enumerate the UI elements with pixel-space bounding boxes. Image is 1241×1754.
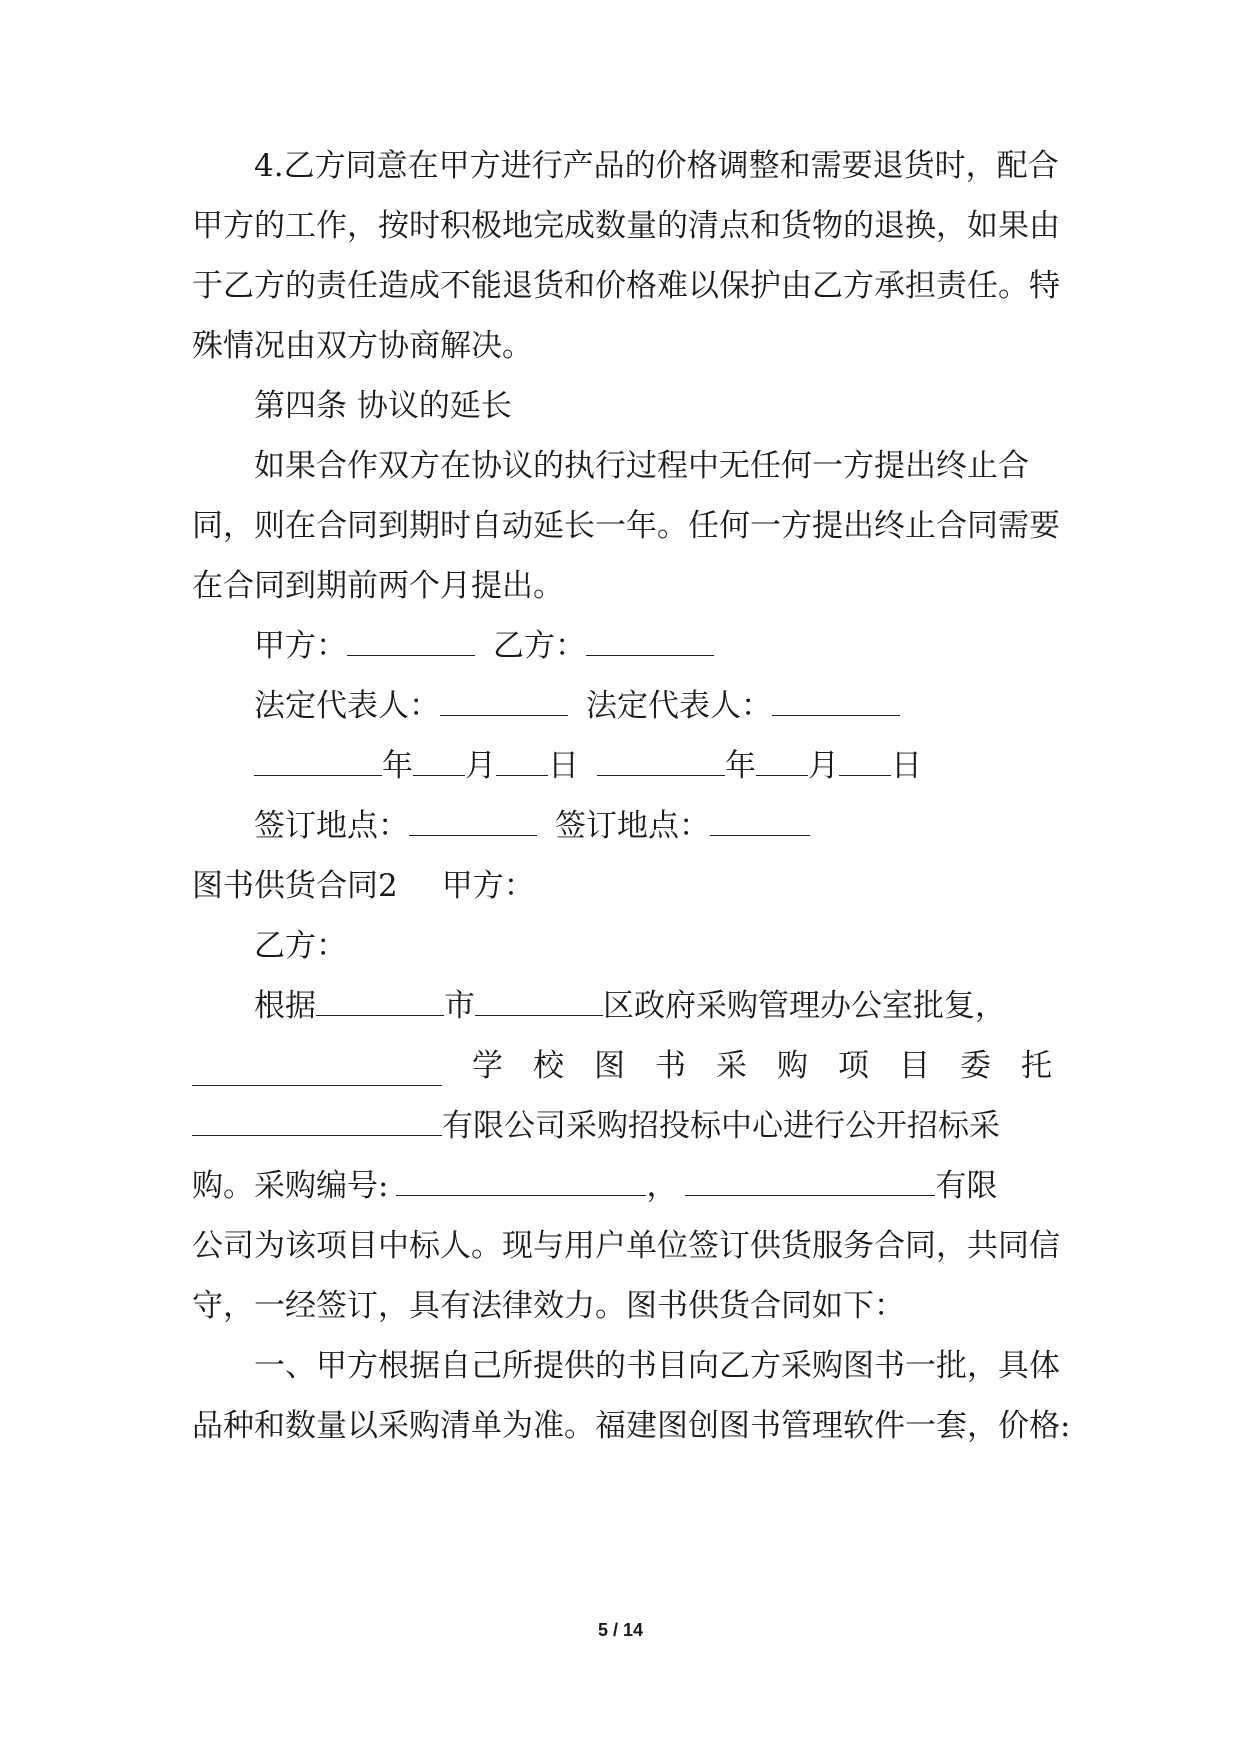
extension-line-2: 同，则在合同到期时自动延长一年。任何一方提出终止合同需要 <box>192 508 1060 544</box>
text-segment: 市 <box>444 988 475 1024</box>
year-a-blank <box>254 747 382 776</box>
text-segment: 购。采购编号: <box>192 1168 389 1204</box>
place-b-blank <box>710 807 810 836</box>
sign-party-a-label: 甲方： <box>254 628 347 664</box>
contract-2-line-7: 一、甲方根据自己所提供的书目向乙方采购图书一批，具体 <box>254 1348 1060 1384</box>
year-b-label: 年 <box>725 748 756 784</box>
month-a-label: 月 <box>465 748 496 784</box>
text-segment: 有限公司采购招投标中心进行公开招标采 <box>442 1108 1000 1144</box>
contract-2-line-1 <box>254 986 1114 1026</box>
l2-char: 图 <box>594 1048 625 1084</box>
day-a-label: 日 <box>548 748 579 784</box>
contract-2-party-b: 乙方： <box>254 928 347 964</box>
l2-char: 学 <box>472 1048 503 1084</box>
party-a-blank <box>347 627 475 656</box>
company-blank <box>192 1107 442 1136</box>
sign-date-line <box>254 746 1114 786</box>
text-segment: ， <box>646 1168 678 1204</box>
month-b-blank <box>756 747 808 776</box>
para-4-line-4: 殊情况由双方协商解决。 <box>192 328 533 364</box>
place-a-label: 签订地点： <box>254 808 409 844</box>
l2-char: 目 <box>899 1048 930 1084</box>
contract-2-line-6: 守，一经签订，具有法律效力。图书供货合同如下： <box>192 1288 905 1324</box>
sign-party-line <box>254 626 1114 666</box>
l2-char: 采 <box>716 1048 747 1084</box>
contract-2-title-line <box>192 866 1052 906</box>
article-4-heading: 第四条 协议的延长 <box>254 388 512 424</box>
l2-char: 项 <box>838 1048 869 1084</box>
sign-place-line <box>254 806 1114 846</box>
month-a-blank <box>413 747 465 776</box>
month-b-label: 月 <box>808 748 839 784</box>
contract-2-party-a: 甲方： <box>441 868 535 904</box>
year-a-label: 年 <box>382 748 413 784</box>
extension-line-3: 在合同到期前两个月提出。 <box>192 568 564 604</box>
contract-2-line-5: 公司为该项目中标人。现与用户单位签订供货服务合同，共同信 <box>192 1228 1060 1264</box>
text-segment: 有限 <box>935 1168 998 1204</box>
day-a-blank <box>496 747 548 776</box>
l2-char: 校 <box>533 1048 564 1084</box>
contract-2-line-2 <box>192 1046 1052 1086</box>
contract-2-line-3 <box>192 1106 1052 1146</box>
l2-char: 委 <box>960 1048 991 1084</box>
district-blank <box>475 987 603 1016</box>
contract-2-title: 图书供货合同2 <box>192 868 398 904</box>
city-blank <box>316 987 444 1016</box>
rep-a-blank <box>440 687 568 716</box>
para-4-line-3: 于乙方的责任造成不能退货和价格难以保护由乙方承担责任。特 <box>192 268 1060 304</box>
party-b-blank <box>586 627 714 656</box>
page-number: 5 / 14 <box>597 1620 644 1640</box>
bidder-blank <box>685 1167 935 1196</box>
sign-party-b-label: 乙方： <box>493 628 586 664</box>
contract-2-line-8: 品种和数量以采购清单为准。福建图创图书管理软件一套，价格: <box>192 1408 1071 1444</box>
para-4-line-1: 4.乙方同意在甲方进行产品的价格调整和需要退货时，配合 <box>254 148 1059 184</box>
rep-a-label: 法定代表人： <box>254 688 440 724</box>
procurement-no-blank <box>396 1167 646 1196</box>
school-blank <box>192 1057 442 1086</box>
contract-2-line-4 <box>192 1166 1052 1206</box>
sign-rep-line <box>254 686 1114 726</box>
rep-b-blank <box>772 687 900 716</box>
text-segment: 根据 <box>254 988 316 1024</box>
l2-char: 购 <box>777 1048 808 1084</box>
place-b-label: 签订地点： <box>555 808 710 844</box>
para-4-line-2: 甲方的工作，按时积极地完成数量的清点和货物的退换，如果由 <box>192 208 1060 244</box>
text-segment: 区政府采购管理办公室批复， <box>603 988 1006 1024</box>
rep-b-label: 法定代表人： <box>586 688 772 724</box>
extension-line-1: 如果合作双方在协议的执行过程中无任何一方提出终止合 <box>254 448 1029 484</box>
place-a-blank <box>409 807 537 836</box>
l2-char: 书 <box>655 1048 686 1084</box>
day-b-blank <box>839 747 891 776</box>
day-b-label: 日 <box>891 748 922 784</box>
l2-char: 托 <box>1021 1048 1052 1084</box>
year-b-blank <box>597 747 725 776</box>
